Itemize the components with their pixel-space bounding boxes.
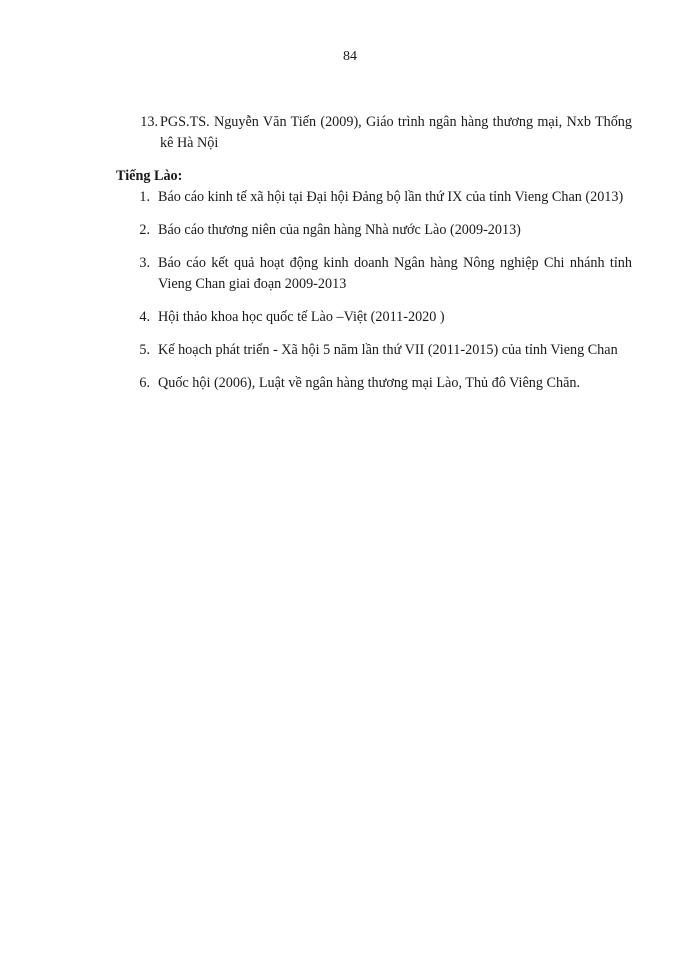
reference-text: Kế hoạch phát triển - Xã hội 5 năm lần thứ VII (2011-2015) của tỉnh Vieng Chan: [158, 342, 618, 358]
reference-number: 2.: [139, 222, 150, 238]
reference-text: Hội thảo khoa học quốc tế Lào –Việt (2011-2020 ): [158, 309, 445, 325]
reference-number: 1.: [139, 189, 150, 205]
reference-item-13: [116, 112, 632, 154]
lao-reference-item-1: [116, 187, 632, 208]
lao-reference-item-5: [116, 340, 632, 361]
reference-number: 13.: [140, 114, 158, 130]
lao-reference-list: [116, 187, 632, 394]
reference-number: 6.: [139, 375, 150, 391]
lao-reference-item-4: [116, 307, 632, 328]
reference-number: 5.: [139, 342, 150, 358]
reference-text: Báo cáo kinh tế xã hội tại Đại hội Đảng bộ lần thứ IX của tỉnh Vieng Chan (2013): [158, 189, 624, 205]
section-heading-lao: Tiếng Lào:: [116, 168, 183, 184]
reference-list: [116, 112, 632, 406]
reference-text: Báo cáo thương niên của ngân hàng Nhà nước Lào (2009-2013): [158, 222, 521, 238]
reference-text: PGS.TS. Nguyễn Văn Tiến (2009), Giáo trình ngân hàng thương mại, Nxb Thống kê Hà Nội: [160, 114, 632, 151]
lao-reference-item-6: [116, 373, 632, 394]
reference-text: Quốc hội (2006), Luật về ngân hàng thương mại Lào, Thủ đô Viêng Chăn.: [158, 375, 581, 391]
lao-reference-item-3: [116, 253, 632, 295]
reference-text: Báo cáo kết quả hoạt động kinh doanh Ngân hàng Nông nghiệp Chi nhánh tỉnh Vieng Chan giai đoạn 2009-2013: [158, 255, 632, 292]
reference-number: 3.: [139, 255, 150, 271]
lao-reference-item-2: [116, 220, 632, 241]
page-number: 84: [343, 49, 357, 64]
reference-number: 4.: [139, 309, 150, 325]
